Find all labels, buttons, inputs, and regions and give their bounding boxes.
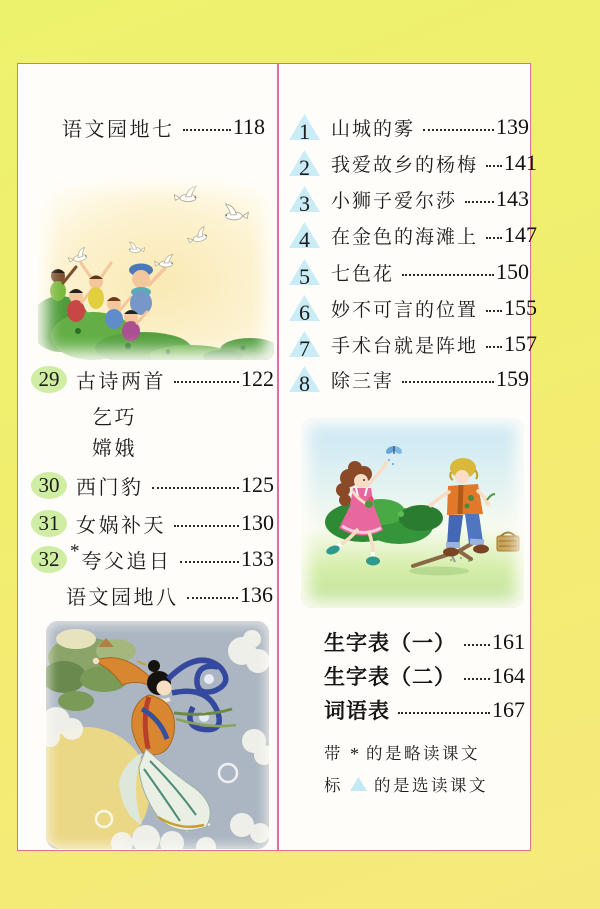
lesson-number-triangle: 3: [289, 186, 320, 212]
doves-release-drawing: [38, 176, 274, 360]
toc-label: 词语表: [324, 700, 390, 723]
toc-entry-2: [289, 148, 538, 180]
lesson-number-badge: 30: [31, 472, 67, 499]
children-playing-drawing: [301, 418, 524, 608]
toc-entry-31: [31, 508, 274, 538]
toc-subentry-qiqiao: [92, 400, 137, 430]
triangle-icon: [350, 777, 367, 791]
toc-page-number: 125: [241, 472, 274, 497]
lesson-number-triangle: 5: [289, 259, 320, 285]
toc-entry-glossary3: [324, 695, 525, 725]
toc-entry-1: [289, 112, 529, 142]
lesson-number-triangle: 4: [289, 222, 320, 248]
toc-subentry-change: [92, 431, 137, 461]
toc-entry-4: [289, 220, 538, 252]
toc-entry-garden7: [62, 112, 265, 142]
toc-label: 手术台就是阵地: [331, 335, 479, 357]
toc-entry-30: [31, 470, 274, 500]
dot-leader: [402, 274, 494, 276]
note-optional-reading: [324, 772, 488, 796]
dot-leader: [152, 487, 240, 489]
lesson-number-triangle: 2: [289, 150, 320, 176]
lesson-number-triangle: 8: [289, 366, 320, 392]
toc-page-number: 143: [496, 186, 529, 211]
note-prefix: 带: [324, 744, 343, 763]
lesson-number-badge: 29: [31, 366, 67, 393]
toc-page-number: 136: [240, 582, 273, 607]
dot-leader: [464, 678, 490, 680]
children-playing-illustration: [301, 418, 524, 608]
note-text: 的是选读课文: [374, 776, 488, 795]
column-divider: [277, 64, 279, 850]
lesson-number-triangle: 6: [289, 295, 320, 321]
boy-figure: [429, 458, 496, 562]
toc-page-number: 159: [496, 366, 529, 391]
note-prefix: 标: [324, 776, 343, 795]
toc-entry-garden8: [66, 580, 273, 610]
toc-page-number: 130: [241, 510, 274, 535]
dot-leader: [486, 237, 502, 239]
toc-page-number: 122: [241, 366, 274, 391]
butterfly-icon: [385, 445, 404, 456]
star-icon: *: [350, 743, 359, 764]
dove-icons: [67, 187, 249, 268]
dot-leader: [486, 310, 502, 312]
toc-page-number: 157: [504, 331, 538, 356]
toc-entry-3: [289, 184, 529, 214]
toc-entry-5: [289, 257, 529, 287]
toc-label: 山城的雾: [331, 118, 416, 140]
toc-label: 在金色的海滩上: [331, 226, 479, 248]
toc-page-number: 164: [492, 663, 525, 688]
dot-leader: [465, 201, 494, 203]
change-flying-to-moon-illustration: [46, 621, 269, 849]
dot-leader: [486, 346, 502, 348]
basket: [497, 533, 519, 552]
toc-entry-29: [31, 364, 274, 394]
toc-label: 语文园地七: [62, 118, 175, 141]
toc-entry-glossary2: [324, 661, 525, 691]
page: [17, 63, 538, 851]
toc-label: 古诗两首: [76, 370, 166, 393]
toc-sublabel: 嫦娥: [92, 437, 137, 460]
dot-leader: [486, 165, 502, 167]
change-drawing: [46, 621, 269, 849]
toc-label: 夸父追日: [81, 550, 172, 573]
doves-release-illustration: [38, 176, 274, 360]
note-text: 的是略读课文: [366, 744, 480, 763]
toc-entry-32: [31, 541, 274, 574]
toc-label: 生字表（二）: [324, 666, 456, 689]
dot-leader: [402, 381, 494, 383]
toc-page-number: 155: [504, 295, 538, 320]
dot-leader: [398, 712, 490, 714]
toc-label: 生字表（一）: [324, 632, 456, 655]
dot-leader: [174, 381, 239, 383]
dot-leader: [174, 525, 239, 527]
toc-label: 妙不可言的位置: [331, 299, 479, 321]
toc-label: 我爱故乡的杨梅: [331, 154, 479, 176]
toc-entry-7: [289, 329, 538, 361]
lesson-number-triangle: 7: [289, 331, 320, 357]
dot-leader: [180, 561, 240, 563]
toc-entry-8: [289, 364, 529, 394]
toc-page-number: 150: [496, 259, 529, 284]
dot-leader: [187, 597, 239, 599]
wooden-tool: [413, 543, 473, 566]
dot-leader: [423, 129, 494, 131]
dot-leader: [183, 129, 231, 131]
toc-entry-6: [289, 293, 538, 325]
toc-sublabel: 乞巧: [92, 406, 137, 429]
toc-page-number: 139: [496, 114, 529, 139]
toc-page-number: 141: [504, 150, 538, 175]
toc-page-number: 147: [504, 222, 538, 247]
toc-label: 西门豹: [76, 476, 144, 499]
note-skim-reading: [324, 740, 480, 764]
toc-page-number: 133: [241, 546, 274, 571]
toc-entry-glossary1: [324, 627, 525, 657]
lesson-number-badge: 32: [31, 546, 67, 573]
toc-page-number: 161: [492, 629, 525, 654]
lesson-number-triangle: 1: [289, 114, 320, 140]
skim-reading-star: *: [70, 541, 80, 562]
toc-label: 小狮子爱尔莎: [331, 190, 458, 212]
toc-label: 七色花: [331, 263, 395, 285]
lesson-number-badge: 31: [31, 510, 67, 537]
toc-page-number: 118: [232, 114, 265, 139]
toc-label: 除三害: [331, 370, 395, 392]
toc-page-number: 167: [492, 697, 525, 722]
dot-leader: [464, 644, 490, 646]
toc-label: 女娲补天: [76, 514, 166, 537]
toc-label: 语文园地八: [66, 586, 179, 609]
